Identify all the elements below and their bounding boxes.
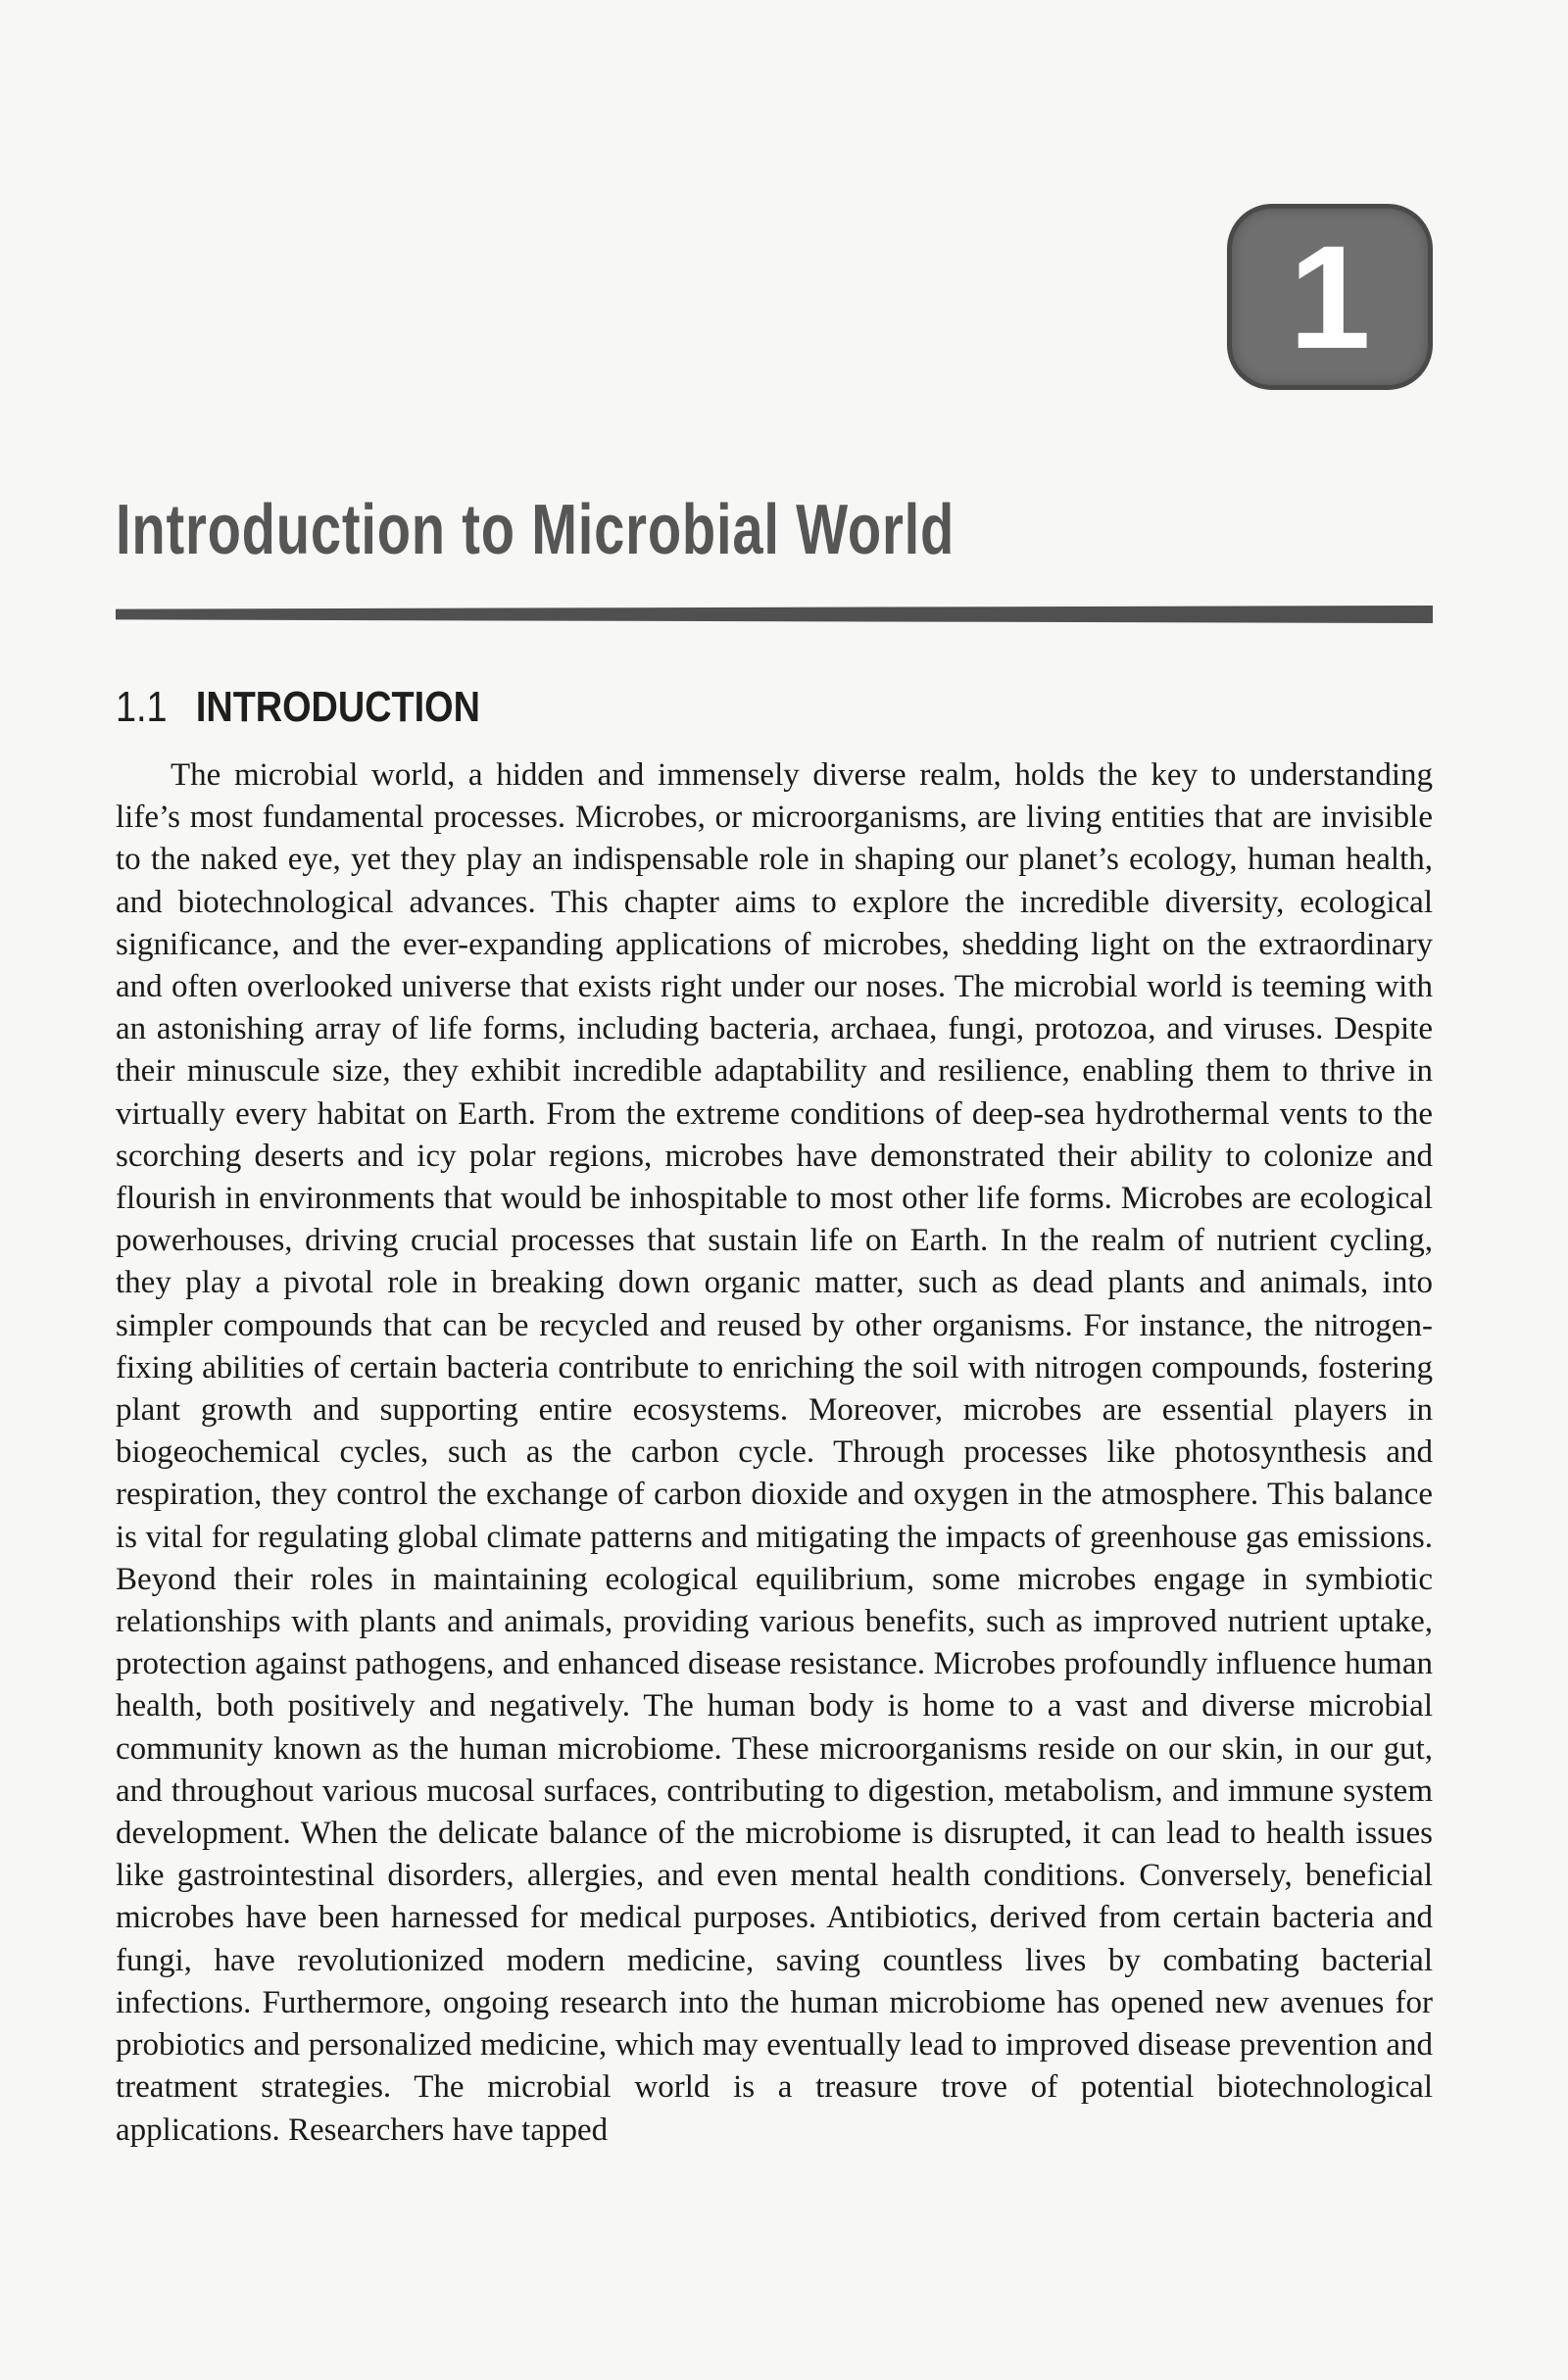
section-title: INTRODUCTION <box>195 683 480 731</box>
title-rule-divider <box>116 606 1433 623</box>
chapter-title: Introduction to Microbial World <box>116 491 956 569</box>
section-heading <box>116 683 480 731</box>
body-paragraph: The microbial world, a hidden and immensely diverse realm, holds the key to understanding life’s most fundamental processes. Microbes, or microorganisms, are living entities that are invisible to the naked eye, yet they play an indispensable role in shaping our planet’s ecology, human health, and biotechnological advances. This chapter aims to explore the incredible diversity, ecological significance, and the ever-expanding applications of microbes, shedding light on the extraordinary and often overlooked universe that exists right under our noses. The microbial world is teeming with an astonishing array of life forms, including bacteria, archaea, fungi, protozoa, and viruses. Despite their minuscule size, they exhibit incredible adaptability and resilience, enabling them to thrive in virtually every habitat on Earth. From the extreme conditions of deep-sea hydrothermal vents to the scorching deserts and icy polar regions, microbes have demonstrated their ability to colonize and flourish in environments that would be inhospitable to most other life forms. Microbes are ecological powerhouses, driving crucial processes that sustain life on Earth. In the realm of nutrient cycling, they play a pivotal role in breaking down organic matter, such as dead plants and animals, into simpler compounds that can be recycled and reused by other organisms. For instance, the nitrogen-fixing abilities of certain bacteria contribute to enriching the soil with nitrogen compounds, fostering plant growth and supporting entire ecosystems. Moreover, microbes are essential players in biogeochemical cycles, such as the carbon cycle. Through processes like photosynthesis and respiration, they control the exchange of carbon dioxide and oxygen in the atmosphere. This balance is vital for regulating global climate patterns and mitigating the impacts of greenhouse gas emissions. Beyond their roles in maintaining ecological equilibrium, some microbes engage in symbiotic relationships with plants and animals, providing various benefits, such as improved nutrient uptake, protection against pathogens, and enhanced disease resistance. Microbes profoundly influence human health, both positively and negatively. The human body is home to a vast and diverse microbial community known as the human microbiome. These microorganisms reside on our skin, in our gut, and throughout various mucosal surfaces, contributing to digestion, metabolism, and immune system development. When the delicate balance of the microbiome is disrupted, it can lead to health issues like gastrointestinal disorders, allergies, and even mental health conditions. Conversely, beneficial microbes have been harnessed for medical purposes. Antibiotics, derived from certain bacteria and fungi, have revolutionized modern medicine, saving countless lives by combating bacterial infections. Furthermore, ongoing research into the human microbiome has opened new avenues for probiotics and personalized medicine, which may eventually lead to improved disease prevention and treatment strategies. The microbial world is a treasure trove of potential biotechnological applications. Researchers have tapped <box>116 757 1433 2148</box>
chapter-number-badge <box>1227 204 1433 390</box>
chapter-number: 1 <box>1289 215 1371 379</box>
section-number: 1.1 <box>116 683 168 731</box>
